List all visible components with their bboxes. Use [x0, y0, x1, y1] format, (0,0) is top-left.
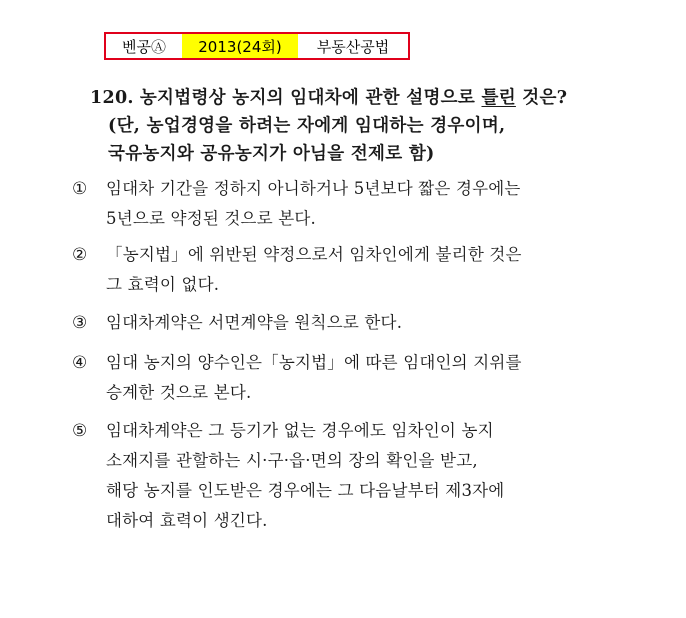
option-line: 소재지를 관할하는 시·구·읍·면의 장의 확인을 받고,	[106, 451, 478, 470]
option-line: 임대 농지의 양수인은「농지법」에 따른 임대인의 지위를	[106, 353, 522, 372]
option-line: 승계한 것으로 본다.	[106, 383, 252, 402]
option-line: 「농지법」에 위반된 약정으로서 임차인에게 불리한 것은	[106, 245, 522, 264]
option-line: 해당 농지를 인도받은 경우에는 그 다음날부터 제3자에	[106, 481, 505, 500]
question-line-3: 국유농지와 공유농지가 아님을 전제로 함)	[108, 144, 435, 164]
option-line: 임대차 기간을 정하지 아니하거나 5년보다 짧은 경우에는	[106, 179, 521, 198]
question-keyword-underlined: 틀린	[481, 88, 516, 108]
option-2-text	[106, 240, 612, 300]
question-line-2: (단, 농업경영을 하려는 자에게 임대하는 경우이며,	[108, 116, 506, 136]
question-line-1	[90, 84, 630, 112]
option-line: 임대차계약은 서면계약을 원칙으로 한다.	[106, 313, 403, 332]
option-3[interactable]	[72, 308, 612, 338]
option-1-text	[106, 174, 612, 234]
option-line: 임대차계약은 그 등기가 없는 경우에도 임차인이 농지	[106, 421, 494, 440]
question-number: 120.	[90, 88, 134, 108]
subject-code-label: 벤공Ⓐ	[106, 34, 182, 58]
question-text-part1: 농지법령상 농지의 임대차에 관한 설명으로	[139, 88, 482, 108]
option-4-text	[106, 348, 612, 408]
option-1[interactable]	[72, 174, 612, 234]
option-3-text	[106, 308, 612, 338]
option-3-marker: ③	[72, 313, 88, 333]
option-line: 5년으로 약정된 것으로 본다.	[106, 209, 317, 228]
option-4[interactable]	[72, 348, 612, 408]
option-2-marker: ②	[72, 245, 88, 265]
option-5[interactable]	[72, 416, 612, 536]
option-5-text	[106, 416, 612, 536]
question-text-part2: 것은?	[515, 88, 568, 108]
exam-year-label: 2013(24회)	[182, 34, 298, 58]
exam-header	[104, 32, 410, 60]
subject-label: 부동산공법	[298, 34, 408, 58]
option-line: 그 효력이 없다.	[106, 275, 220, 294]
option-4-marker: ④	[72, 353, 88, 373]
option-1-marker: ①	[72, 179, 88, 199]
question-stem	[90, 84, 630, 168]
option-2[interactable]	[72, 240, 612, 300]
option-5-marker: ⑤	[72, 421, 88, 441]
option-line: 대하여 효력이 생긴다.	[106, 511, 268, 530]
